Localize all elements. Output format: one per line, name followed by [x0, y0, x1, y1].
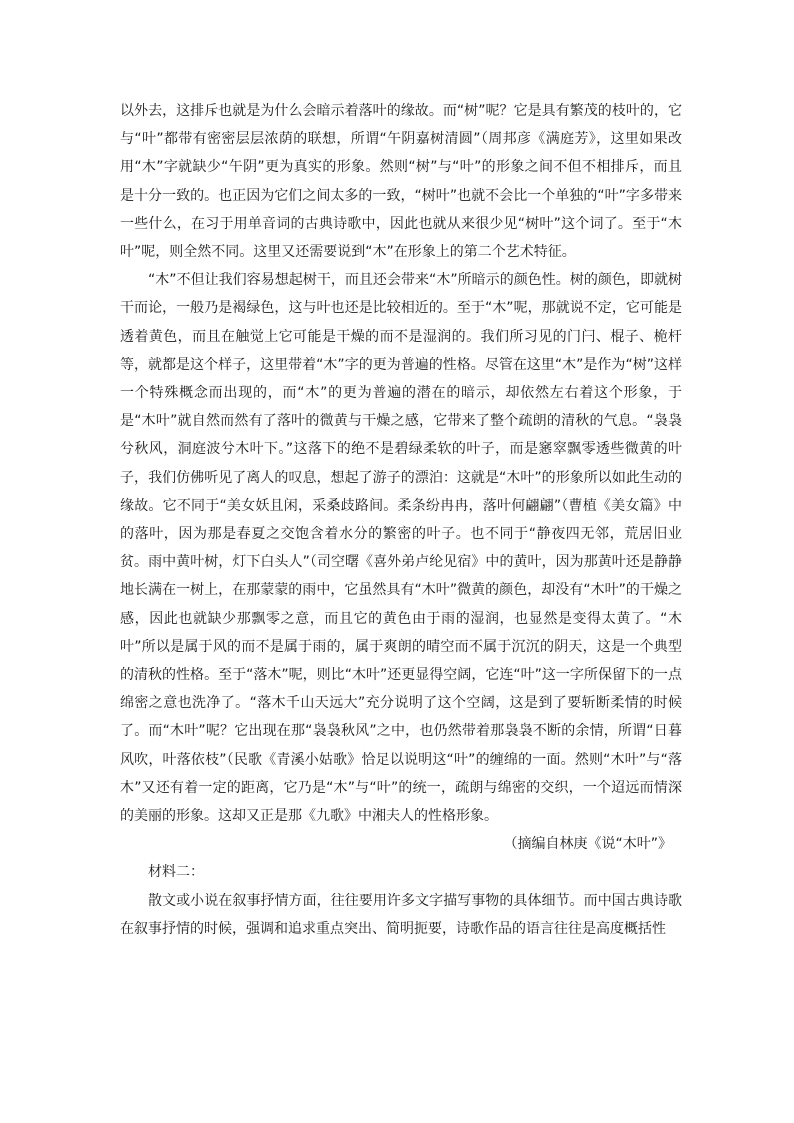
article-body — [120, 97, 682, 943]
source-citation: （摘编自林庚《说“木叶”》 — [503, 836, 672, 853]
paragraph-continuation: 以外去，这排斥也就是为什么会暗示着落叶的缘故。而“树”呢？它是具有繁茂的枝叶的，它与“叶”都带有密密层层浓荫的联想，所谓“午阴嘉树清圆”（周邦彦《满庭芳》，这里如果改用“木”字就缺少“午阴”更为真实的形象。然则“树”与“叶”的形象之间不但不相排斥，而且是十分一致的。也正因为它们之间太多的一致，“树叶”也就不会比一个单独的“叶”字多带来一些什么，在习于用单音词的古典诗歌中，因此也就从来很少见“树叶”这个词了。至于“木叶”呢，则全然不同。这里又还需要说到“木”在形象上的第二个艺术特征。 — [120, 103, 682, 261]
paragraph-material-two: 散文或小说在叙事抒情方面，往往要用许多文字描写事物的具体细节。而中国古典诗歌在叙事抒情的时候，强调和追求重点突出、简明扼要，诗歌作品的语言往往是高度概括性 — [120, 892, 682, 937]
section-heading-material-two: 材料二： — [148, 864, 204, 881]
paragraph-wood-color: “木”不但让我们容易想起树干，而且还会带来“木”所暗示的颜色性。树的颜色，即就树干而论，一般乃是褐绿色，这与叶也还是比较相近的。至于“木”呢，那就说不定，它可能是透着黄色，而且在触觉上它可能是干燥的而不是湿润的。我们所习见的门闩、棍子、桅杆等，就都是这个样子，这里带着“木”字的更为普遍的性格。尽管在这里“木”是作为“树”这样一个特殊概念而出现的，而“木”的更为普遍的潜在的暗示，却依然左右着这个形象，于是“木叶”就自然而然有了落叶的微黄与干燥之感，它带来了整个疏朗的清秋的气息。“袅袅兮秋风，洞庭波兮木叶下。”这落下的绝不是碧绿柔软的叶子，而是窸窣飘零透些微黄的叶子，我们仿佛听见了离人的叹息，想起了游子的漂泊：这就是“木叶”的形象所以如此生动的缘故。它不同于“美女妖且闲，采桑歧路间。柔条纷冉冉，落叶何翩翩”（曹植《美女篇》中的落叶，因为那是春夏之交饱含着水分的繁密的叶子。也不同于“静夜四无邻，荒居旧业贫。雨中黄叶树，灯下白头人”（司空曙《喜外弟卢纶见宿》中的黄叶，因为那黄叶还是静静地长满在一树上，在那蒙蒙的雨中，它虽然具有“木叶”微黄的颜色，却没有“木叶”的干燥之感，因此也就缺少那飘零之意，而且它的黄色由于雨的湿润，也显然是变得太黄了。“木叶”所以是属于风的而不是属于雨的，属于爽朗的晴空而不属于沉沉的阴天，这是一个典型的清秋的性格。至于“落木”呢，则比“木叶”还更显得空阔，它连“叶”这一字所保留下的一点绵密之意也洗净了。“落木千山天远大”充分说明了这个空阔，这是到了要斩断柔情的时候了。而“木叶”呢？它出现在那“袅袅秋风”之中，也仍然带着那袅袅不断的余情，所谓“日暮风吹，叶落依枝”（民歌《青溪小姑歌》恰足以说明这“叶”的缠绵的一面。然则“木叶”与“落木”又还有着一定的距离，它乃是“木”与“叶”的统一，疏朗与绵密的交织，一个迢远而情深的美丽的形象。这却又正是那《九歌》中湘夫人的性格形象。 — [120, 272, 682, 825]
